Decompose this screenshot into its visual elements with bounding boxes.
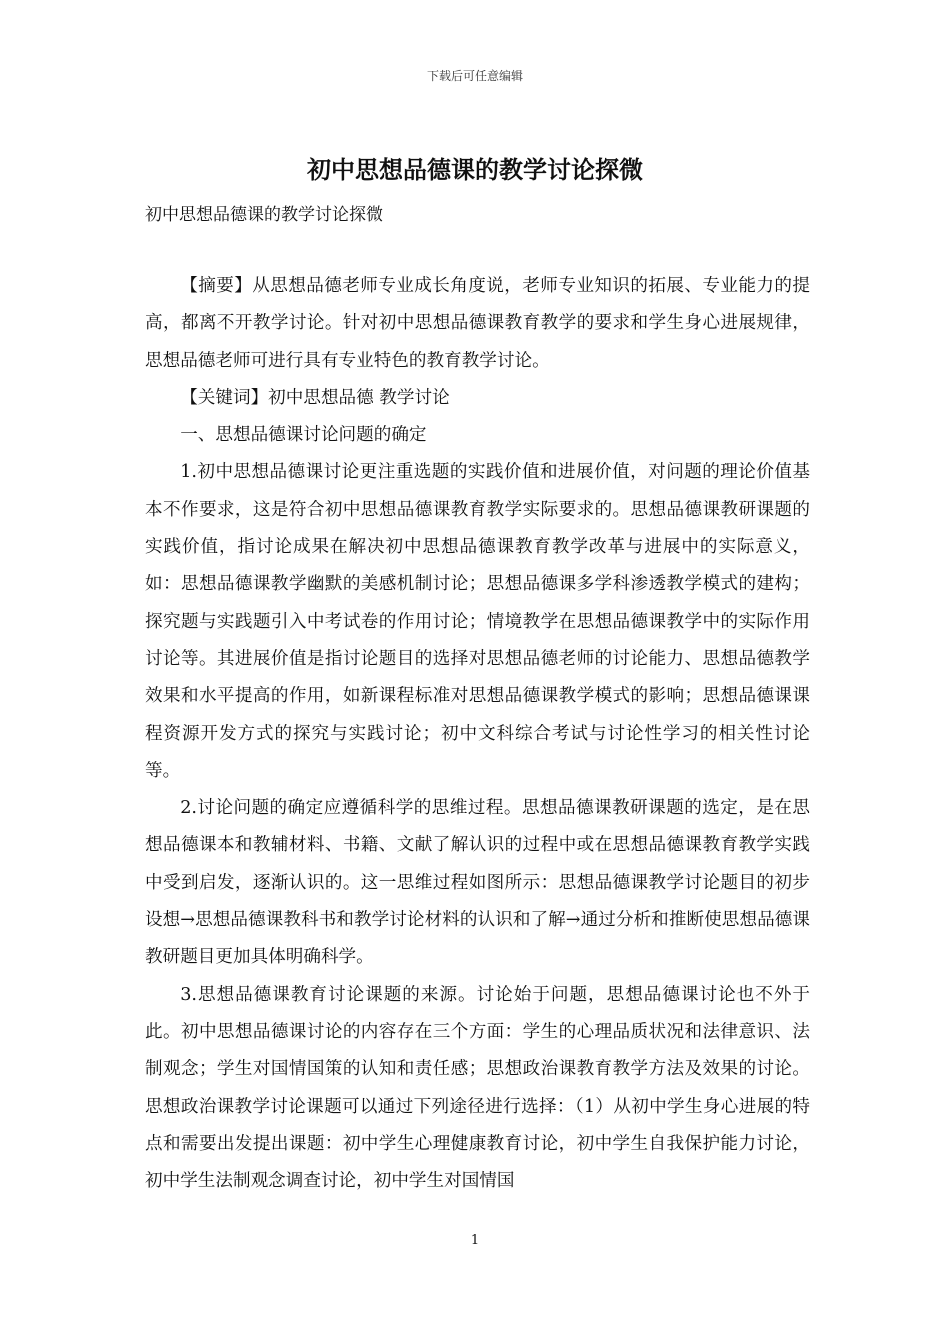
page-number: 1 — [470, 1233, 480, 1248]
header-note: 下载后可任意编辑 — [426, 69, 523, 83]
abstract-paragraph: 【摘要】从思想品德老师专业成长角度说，老师专业知识的拓展、专业能力的提高，都离不开教学讨论。针对初中思想品德课教育教学的要求和学生身心进展规律，思想品德老师可进行具有专业特色的教育教学讨论。 — [145, 276, 810, 371]
keywords-paragraph: 【关键词】初中思想品德 教学讨论 — [180, 387, 450, 408]
document-title: 初中思想品德课的教学讨论探微 — [307, 155, 643, 184]
body-paragraph: 1.初中思想品德课讨论更注重选题的实践价值和进展价值，对问题的理论价值基本不作要求，这是符合初中思想品德课教育教学实际要求的。思想品德课教研课题的实践价值，指讨论成果在解决初中思想品德课教育教学改革与进展中的实际意义，如：思想品德课教学幽默的美感机制讨论；思想品德课多学科渗透教学模式的建构；探究题与实践题引入中考试卷的作用讨论；情境教学在思想品德课教学中的实际作用讨论等。其进展价值是指讨论题目的选择对思想品德老师的讨论能力、思想品德教学效果和水平提高的作用，如新课程标准对思想品德课教学模式的影响；思想品德课课程资源开发方式的探究与实践讨论；初中文科综合考试与讨论性学习的相关性讨论等。 — [145, 462, 810, 781]
document-subtitle: 初中思想品德课的教学讨论探微 — [145, 205, 383, 225]
body-paragraph: 2.讨论问题的确定应遵循科学的思维过程。思想品德课教研课题的选定，是在思想品德课本和教辅材料、书籍、文献了解认识的过程中或在思想品德课教育教学实践中受到启发，逐渐认识的。这一思维过程如图所示：思想品德课教学讨论题目的初步设想→思想品德课教科书和教学讨论材料的认识和了解→通过分析和推断使思想品德课教研题目更加具体明确科学。 — [145, 798, 810, 968]
body-paragraph: 3.思想品德课教育讨论课题的来源。讨论始于问题，思想品德课讨论也不外于此。初中思想品德课讨论的内容存在三个方面：学生的心理品质状况和法律意识、法制观念；学生对国情国策的认知和责任感；思想政治课教育教学方法及效果的讨论。思想政治课教学讨论课题可以通过下列途径进行选择：（1）从初中学生身心进展的特点和需要出发提出课题：初中学生心理健康教育讨论，初中学生自我保护能力讨论，初中学生法制观念调查讨论，初中学生对国情国 — [145, 984, 810, 1192]
document-body — [145, 268, 810, 1200]
section-heading: 一、思想品德课讨论问题的确定 — [180, 425, 427, 446]
